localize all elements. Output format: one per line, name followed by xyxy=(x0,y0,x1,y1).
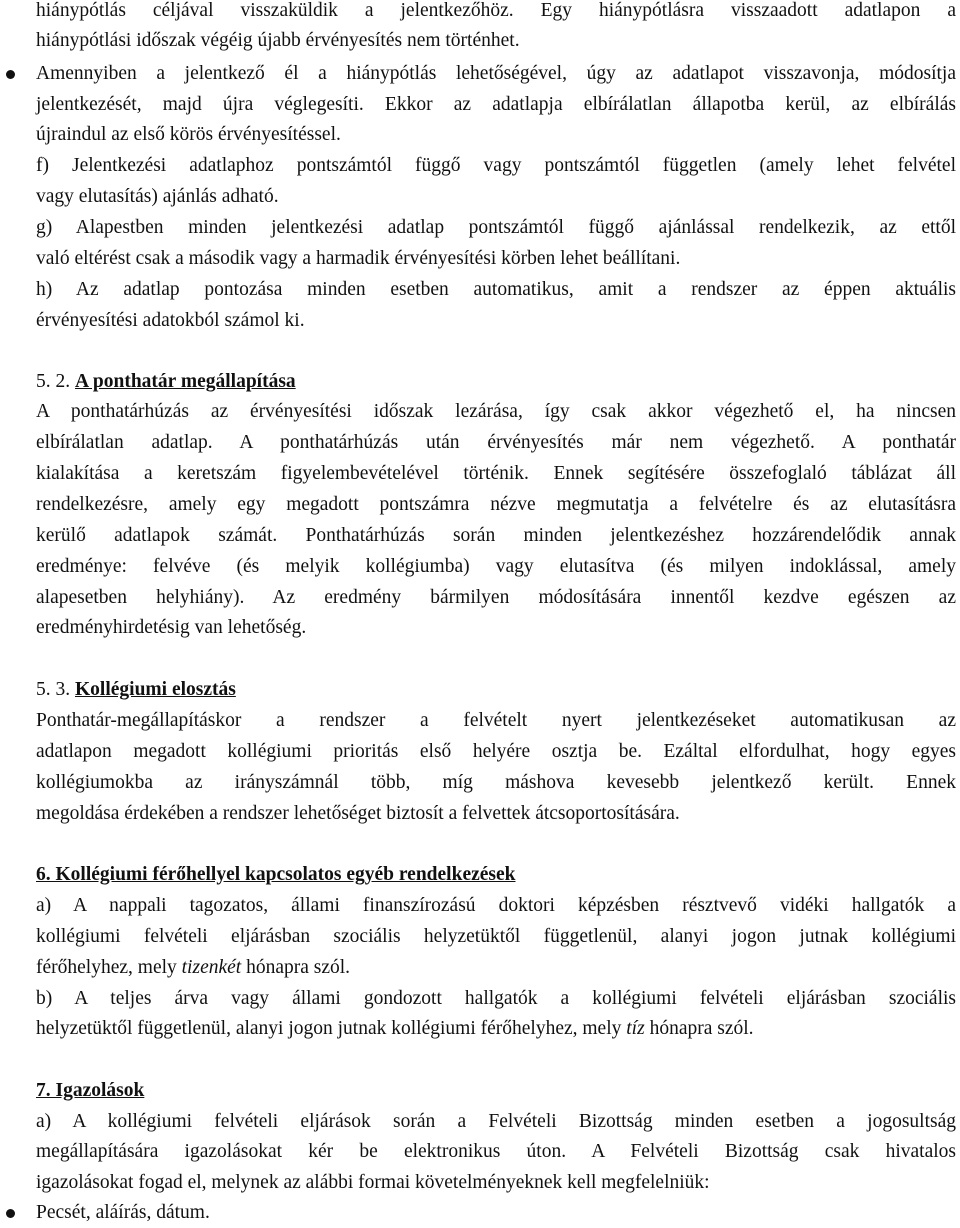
text-line: megoldása érdekében a rendszer lehetőséget biztosít a felvettek átcsoportosítására. xyxy=(36,803,680,824)
text-line: eredményhirdetésig van lehetőség. xyxy=(36,617,307,638)
text-line: f) Jelentkezési adatlaphoz pontszámtól függő vagy pontszámtól független (amely lehet felvétel xyxy=(36,155,956,176)
bullet-icon xyxy=(6,1209,15,1218)
emphasis-text: tizenkét xyxy=(181,957,242,978)
text-line: A ponthatárhúzás az érvényesítési időszak lezárása, így csak akkor végezhető el, ha nincsen xyxy=(36,401,956,422)
text-line: kollégiumi felvételi eljárásban szociális helyzetüktől függetlenül, alanyi jogon jutnak kollégiumi xyxy=(36,926,956,947)
text-segment: helyzetüktől függetlenül, alanyi jogon jutnak kollégiumi férőhelyhez, mely xyxy=(36,1018,627,1039)
text-line: hiánypótlás céljával visszaküldik a jelentkezőhöz. Egy hiánypótlásra visszaadott adatlapon a xyxy=(36,0,956,21)
text-line: megállapítására igazolásokat kér be elektronikus úton. A Felvételi Bizottság csak hivatalos xyxy=(36,1141,956,1162)
text-segment: hónapra szól. xyxy=(644,1018,754,1039)
text-line: a) A nappali tagozatos, állami finanszírozású doktori képzésben résztvevő vidéki hallgatók a xyxy=(36,895,956,916)
text-line: Pecsét, aláírás, dátum. xyxy=(36,1202,210,1223)
section-heading-6: 6. Kollégiumi férőhellyel kapcsolatos egyéb rendelkezések xyxy=(36,864,516,885)
heading-title: A ponthatár megállapítása xyxy=(75,371,296,392)
text-line: érvényesítési adatokból számol ki. xyxy=(36,310,305,331)
text-line: adatlapon megadott kollégiumi prioritás első helyére osztja be. Ezáltal elfordulhat, hogy egyes xyxy=(36,741,956,762)
text-line: a) A kollégiumi felvételi eljárások során a Felvételi Bizottság minden esetben a jogosultság xyxy=(36,1111,956,1132)
section-heading-5-2 xyxy=(36,368,956,396)
text-line: elbírálatlan adatlap. A ponthatárhúzás után érvényesítés már nem végezhető. A ponthatár xyxy=(36,432,956,453)
text-line: hiánypótlási időszak végéig újabb érvényesítés nem történhet. xyxy=(36,30,520,51)
text-line: g) Alapestben minden jelentkezési adatlap pontszámtól függő ajánlással rendelkezik, az ettől xyxy=(36,217,956,238)
text-line xyxy=(36,1015,956,1043)
text-line: rendelkezésre, amely egy megadott pontszámra nézve megmutatja a felvételre és az elutasításra xyxy=(36,494,956,515)
text-line: kerülő adatlapok számát. Ponthatárhúzás során minden jelentkezéshez hozzárendelődik annak xyxy=(36,525,956,546)
text-line: való eltérést csak a második vagy a harmadik érvényesítési körben lehet beállítani. xyxy=(36,248,681,269)
text-line: újraindul az első körös érvényesítéssel. xyxy=(36,124,341,145)
text-line: eredménye: felvéve (és melyik kollégiumba) vagy elutasítva (és milyen indoklással, amely xyxy=(36,556,956,577)
text-line: Ponthatár-megállapításkor a rendszer a felvételt nyert jelentkezéseket automatikusan az xyxy=(36,710,956,731)
bullet-icon xyxy=(6,70,15,79)
heading-title: Kollégiumi elosztás xyxy=(75,679,236,700)
text-line: vagy elutasítás) ajánlás adható. xyxy=(36,186,279,207)
section-heading-5-3 xyxy=(36,676,956,704)
heading-number: 5. 3. xyxy=(36,679,71,700)
text-line: kollégiumokba az irányszámnál több, míg máshova kevesebb jelentkező került. Ennek xyxy=(36,772,956,793)
text-line: alapesetben helyhiány). Az eredmény bármilyen módosítására innentől kezdve egészen az xyxy=(36,587,956,608)
text-line xyxy=(36,954,956,982)
text-segment: férőhelyhez, mely xyxy=(36,957,182,978)
text-line: Amennyiben a jelentkező él a hiánypótlás lehetőségével, úgy az adatlapot visszavonja, módosítja xyxy=(36,63,956,84)
section-heading-7: 7. Igazolások xyxy=(36,1080,145,1101)
text-line: jelentkezését, majd újra véglegesíti. Ekkor az adatlapja elbírálatlan állapotba kerül, az elbírálás xyxy=(36,94,956,115)
text-segment: hónapra szól. xyxy=(241,957,351,978)
text-line: kialakítása a keretszám figyelembevételével történik. Ennek segítésére összefoglaló táblázat áll xyxy=(36,463,956,484)
heading-number: 5. 2. xyxy=(36,371,71,392)
emphasis-text: tíz xyxy=(626,1018,645,1039)
text-line: b) A teljes árva vagy állami gondozott hallgatók a kollégiumi felvételi eljárásban szociális xyxy=(36,988,956,1009)
text-line: igazolásokat fogad el, melynek az alábbi formai követelményeknek kell megfelelniük: xyxy=(36,1172,710,1193)
text-line: h) Az adatlap pontozása minden esetben automatikus, amit a rendszer az éppen aktuális xyxy=(36,279,956,300)
